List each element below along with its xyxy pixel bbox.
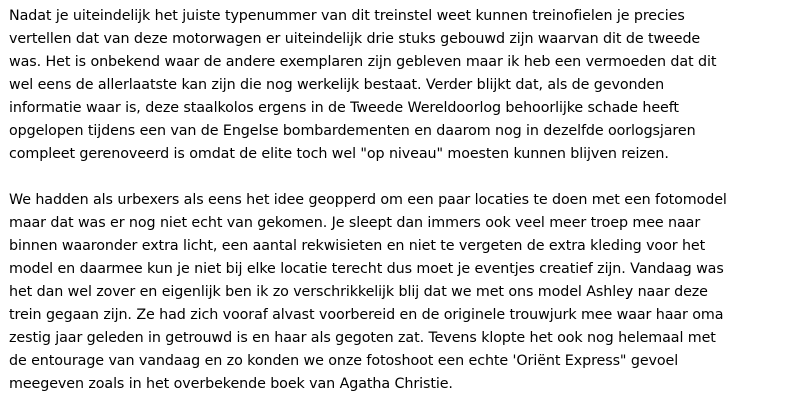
text-line: opgelopen tijdens een van de Engelse bombardementen en daarom nog in dezelfde oorlogsjaren <box>9 123 696 139</box>
text-line: vertellen dat van deze motorwagen er uiteindelijk drie stuks gebouwd zijn waarvan dit de tweede <box>9 31 701 47</box>
text-line: was. Het is onbekend waar de andere exemplaren zijn gebleven maar ik heb een vermoeden dat dit <box>9 54 717 70</box>
text-line: binnen waaronder extra licht, een aantal rekwisieten en niet te vergeten de extra kleding voor het <box>9 238 706 254</box>
text-line: compleet gerenoveerd is omdat de elite toch wel "op niveau" moesten kunnen blijven reizen. <box>9 146 669 162</box>
text-line: de entourage van vandaag en zo konden we onze fotoshoot een echte 'Oriënt Express" gevoel <box>9 353 679 369</box>
text-line: het dan wel zover en eigenlijk ben ik zo verschrikkelijk blij dat we met ons model Ashley naar deze <box>9 284 708 300</box>
text-line: informatie waar is, deze staalkolos ergens in de Tweede Wereldoorlog behoorlijke schade heeft <box>9 100 679 116</box>
text-line: model en daarmee kun je niet bij elke locatie terecht dus moet je eventjes creatief zijn. Vandaag was <box>9 261 724 277</box>
text-line: zestig jaar geleden in getrouwd is en haar als gegoten zat. Tevens klopte het ook nog helemaal met <box>9 330 716 346</box>
text-line: maar dat was er nog niet echt van gekomen. Je sleept dan immers ook veel meer troep mee naar <box>9 215 701 231</box>
text-line: We hadden als urbexers als eens het idee geopperd om een paar locaties te doen met een fotomodel <box>9 192 727 208</box>
text-line: wel eens de allerlaatste kan zijn die nog werkelijk bestaat. Verder blijkt dat, als de gevonden <box>9 77 665 93</box>
text-line: meegeven zoals in het overbekende boek van Agatha Christie. <box>9 376 453 392</box>
text-line: trein gegaan zijn. Ze had zich vooraf alvast voorbereid en de originele trouwjurk mee waar haar oma <box>9 307 724 323</box>
text-line: Nadat je uiteindelijk het juiste typenummer van dit treinstel weet kunnen treinofielen je precies <box>9 8 685 24</box>
